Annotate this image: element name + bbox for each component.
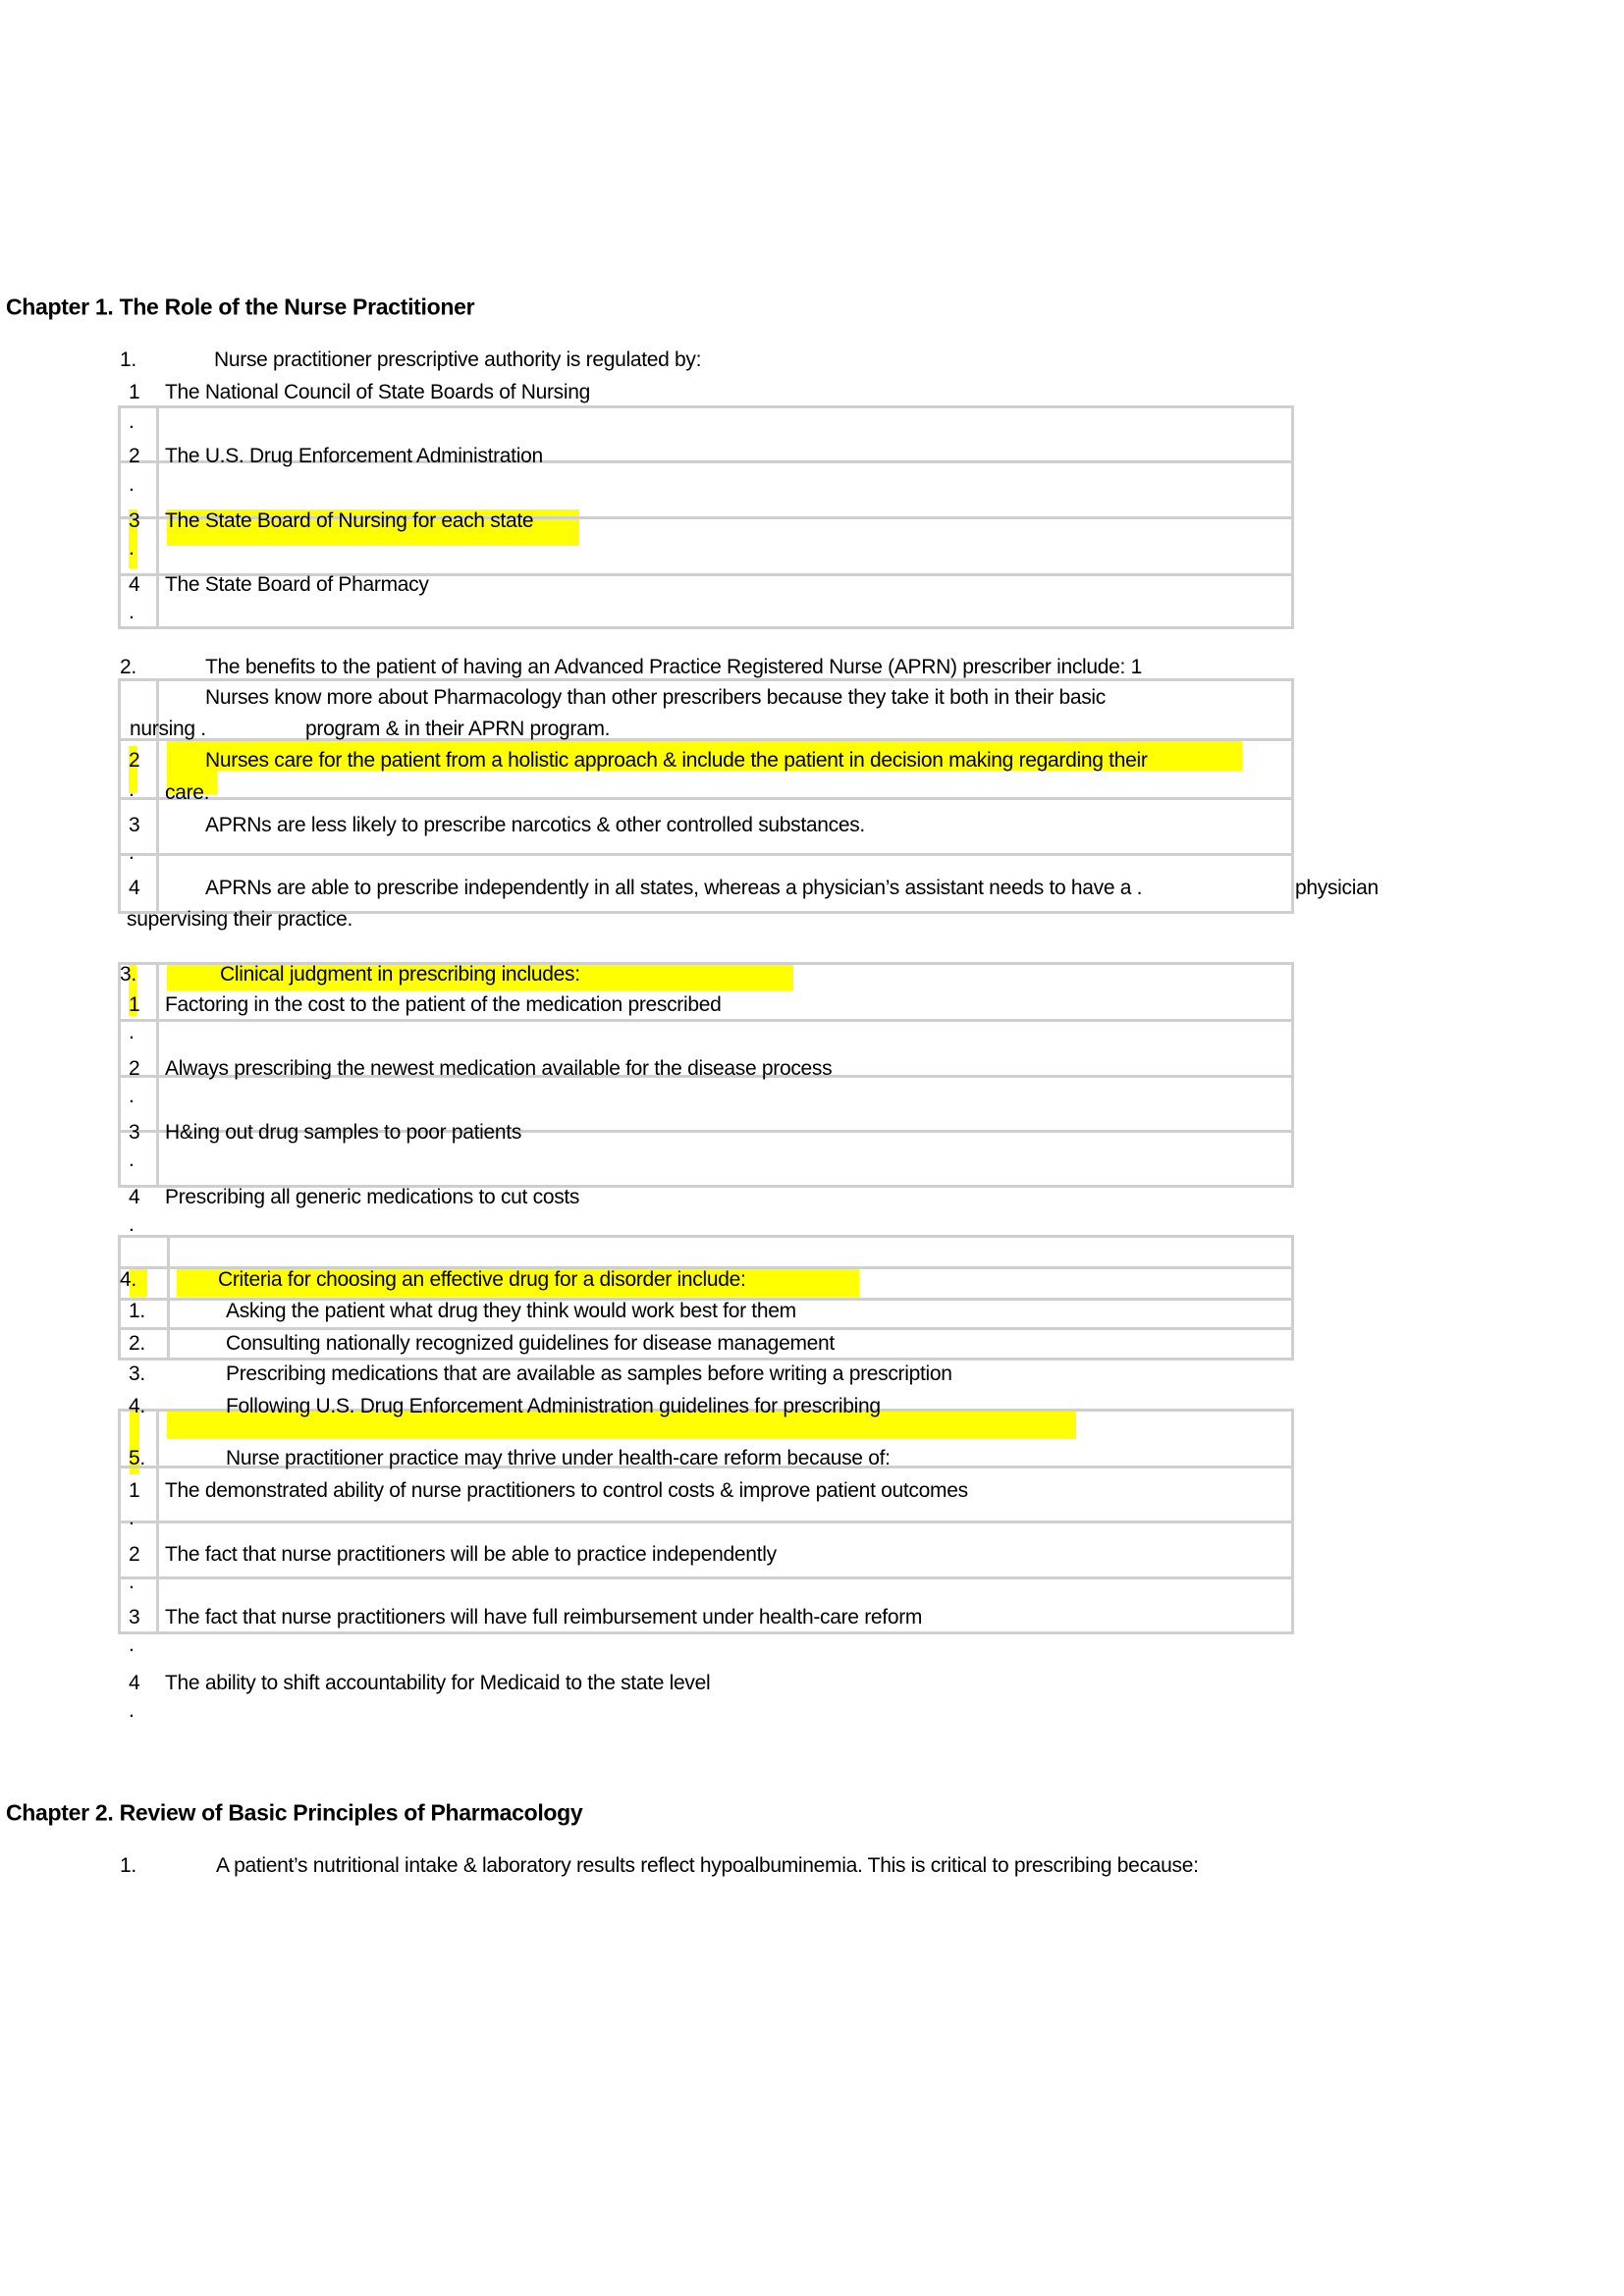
rule <box>118 738 1294 741</box>
dot: . <box>129 1085 135 1107</box>
q3-opt-text: Prescribing all generic medications to cut costs <box>165 1186 580 1208</box>
q2-opt-text: supervising their practice. <box>127 908 353 931</box>
rule <box>118 797 1294 800</box>
q2-opt-text: Nurses care for the patient from a holistic approach & include the patient in decision making regarding their <box>205 749 1148 772</box>
rule <box>156 962 159 1188</box>
q2-opt-number: 3 <box>129 814 140 836</box>
q4-opt-text: Prescribing medications that are available as samples before writing a prescription <box>226 1362 952 1385</box>
rule <box>118 1521 1294 1523</box>
dot: . <box>129 1507 135 1529</box>
q5-opt-text: The fact that nurse practitioners will have full reimbursement under health-care reform <box>165 1606 923 1629</box>
dot: . <box>129 841 135 864</box>
q2-opt-number: 4 <box>129 877 140 899</box>
q1-opt-text: The State Board of Pharmacy <box>165 573 429 596</box>
q5-opt-text: The fact that nurse practitioners will be able to practice independently <box>165 1543 777 1566</box>
rule <box>167 1235 170 1361</box>
dot: . <box>129 1148 135 1171</box>
q3-number: 3. <box>120 963 136 986</box>
q4-opt-number: 3. <box>129 1362 145 1385</box>
q5-text: Nurse practitioner practice may thrive under health-care reform because of: <box>226 1447 891 1469</box>
dot: . <box>129 778 135 801</box>
rule <box>118 1576 1294 1579</box>
dot: . <box>129 1633 135 1656</box>
dot: . <box>129 473 135 496</box>
rule <box>118 853 1294 856</box>
q2-opt-text: program & in their APRN program. <box>305 718 611 740</box>
rule <box>156 405 159 629</box>
q4-text: Criteria for choosing an effective drug for a disorder include: <box>218 1268 746 1291</box>
q2-number: 2. <box>120 656 136 678</box>
q1-opt-number: 4 <box>129 573 140 596</box>
dot: . <box>129 537 135 560</box>
q4-number: 4. <box>120 1268 136 1291</box>
rule <box>156 1409 159 1634</box>
q4-opt-number: 1. <box>129 1300 145 1322</box>
q2-opt-text: nursing . <box>130 718 206 740</box>
dot: . <box>129 601 135 623</box>
q1-number: 1. <box>120 348 136 371</box>
q1-text: Nurse practitioner prescriptive authority is regulated by: <box>214 348 702 371</box>
q2-opt-text: care. <box>165 781 210 804</box>
q2-opt-text: APRNs are less likely to prescribe narcotics & other controlled substances. <box>205 814 865 836</box>
q3-opt-number: 1 <box>129 993 140 1016</box>
ch2-q1-number: 1. <box>120 1854 136 1877</box>
q2-opt-number: 2 <box>129 749 140 772</box>
q3-text: Clinical judgment in prescribing includes: <box>220 963 580 986</box>
q5-opt-text: The demonstrated ability of nurse practitioners to control costs & improve patient outcomes <box>165 1479 968 1502</box>
q5-opt-number: 4 <box>129 1672 140 1694</box>
q5-opt-number: 1 <box>129 1479 140 1502</box>
q5-number: 5. <box>129 1447 145 1469</box>
q3-opt-text: H&ing out drug samples to poor patients <box>165 1121 522 1144</box>
dot: . <box>129 1699 135 1722</box>
dot: . <box>129 410 135 433</box>
rule <box>156 678 159 914</box>
dot: . <box>129 1571 135 1593</box>
q3-opt-text: Factoring in the cost to the patient of the medication prescribed <box>165 993 722 1016</box>
q2-opt-text: physician <box>1295 877 1379 899</box>
q1-opt-number: 2 <box>129 445 140 467</box>
q5-opt-number: 2 <box>129 1543 140 1566</box>
q2-text: The benefits to the patient of having an Advanced Practice Registered Nurse (APRN) prescriber include: 1 <box>205 656 1142 678</box>
q1-opt-text: The State Board of Nursing for each state <box>165 509 534 532</box>
q3-opt-number: 2 <box>129 1057 140 1080</box>
q4-opt-number: 4. <box>129 1395 145 1417</box>
q4-opt-text: Asking the patient what drug they think would work best for them <box>226 1300 796 1322</box>
chapter-2-title: Chapter 2. Review of Basic Principles of Pharmacology <box>6 1799 583 1826</box>
ch2-q1-text: A patient’s nutritional intake & laboratory results reflect hypoalbuminemia. This is critical to prescribing because: <box>216 1854 1199 1877</box>
rule <box>118 1019 1294 1022</box>
chapter-1-title: Chapter 1. The Role of the Nurse Practitioner <box>6 294 475 320</box>
q2-opt-text: Nurses know more about Pharmacology than other prescribers because they take it both in their basic <box>205 686 1106 709</box>
q1-opt-number: 3 <box>129 509 140 532</box>
q3-opt-number: 3 <box>129 1121 140 1144</box>
q2-opt-text: APRNs are able to prescribe independently in all states, whereas a physician’s assistant needs to have a . <box>205 877 1143 899</box>
q1-opt-number: 1 <box>129 381 140 403</box>
q5-opt-text: The ability to shift accountability for Medicaid to the state level <box>165 1672 711 1694</box>
dot: . <box>129 1213 135 1236</box>
q4-opt-text: Following U.S. Drug Enforcement Administration guidelines for prescribing <box>226 1395 881 1417</box>
q4-opt-number: 2. <box>129 1332 145 1355</box>
q1-opt-text: The National Council of State Boards of Nursing <box>165 381 590 403</box>
q3-opt-number: 4 <box>129 1186 140 1208</box>
q4-opt-text: Consulting nationally recognized guidelines for disease management <box>226 1332 835 1355</box>
q1-opt-text: The U.S. Drug Enforcement Administration <box>165 445 543 467</box>
dot: . <box>129 1021 135 1043</box>
q5-opt-number: 3 <box>129 1606 140 1629</box>
q3-opt-text: Always prescribing the newest medication available for the disease process <box>165 1057 833 1080</box>
